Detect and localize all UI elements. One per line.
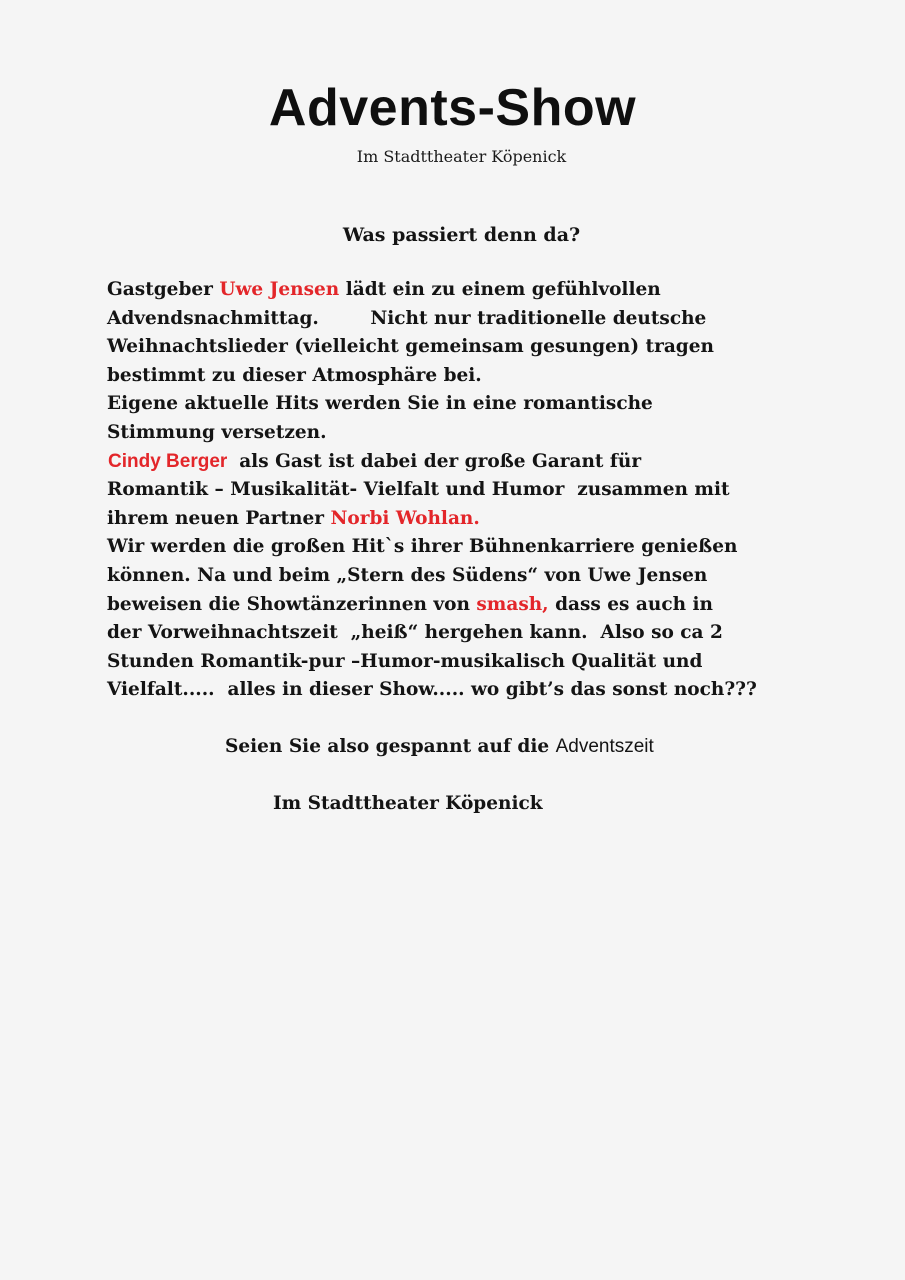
body-line: Wir werden die großen Hit`s ihrer Bühnenkarriere genießen bbox=[107, 536, 738, 558]
host-name: Uwe Jensen bbox=[219, 279, 340, 300]
body-line: Stimmung versetzen. bbox=[107, 421, 327, 443]
body-line: Advendsnachmittag. Nicht nur traditionelle deutsche bbox=[107, 307, 707, 329]
closing-keyword: Adventszeit bbox=[555, 736, 654, 757]
dance-group-name: smash, bbox=[476, 593, 549, 615]
body-line: bestimmt zu dieser Atmosphäre bei. bbox=[107, 364, 482, 386]
body-line bbox=[107, 591, 797, 620]
body-line: Romantik – Musikalität- Vielfalt und Humor zusammen mit bbox=[107, 479, 730, 501]
partner-name: Norbi Wohlan. bbox=[330, 507, 480, 529]
body-line: der Vorweihnachtszeit „heiß“ hergehen kann. Also so ca 2 bbox=[107, 622, 723, 644]
body-line bbox=[107, 505, 797, 534]
closing-venue: Im Stadttheater Köpenick bbox=[273, 793, 543, 814]
body-line: Weihnachtslieder (vielleicht gemeinsam gesungen) tragen bbox=[107, 336, 714, 358]
text-run: lädt ein zu einem gefühlvollen bbox=[339, 279, 661, 300]
body-line bbox=[107, 448, 797, 477]
text-run: Seien Sie also gespannt auf die bbox=[225, 736, 556, 757]
document-subtitle: Im Stadttheater Köpenick bbox=[356, 147, 567, 166]
body-line: können. Na und beim „Stern des Südens“ von Uwe Jensen bbox=[107, 564, 708, 586]
text-run: beweisen die Showtänzerinnen von bbox=[107, 593, 477, 615]
text-run: dass es auch in bbox=[548, 593, 713, 615]
closing-line bbox=[225, 733, 654, 761]
document-title: Advents-Show bbox=[268, 79, 637, 137]
body-line bbox=[107, 276, 797, 305]
body-line: Eigene aktuelle Hits werden Sie in eine romantische bbox=[107, 393, 653, 415]
body-paragraph bbox=[107, 276, 797, 705]
body-line: Vielfalt..... alles in dieser Show..... wo gibt’s das sonst noch??? bbox=[107, 679, 757, 701]
text-run: Gastgeber bbox=[107, 279, 220, 300]
guest-name: Cindy Berger bbox=[108, 450, 228, 472]
section-heading: Was passiert denn da? bbox=[342, 224, 581, 246]
text-run: ihrem neuen Partner bbox=[107, 507, 331, 529]
body-line: Stunden Romantik-pur –Humor-musikalisch Qualität und bbox=[107, 650, 703, 672]
text-run: als Gast ist dabei der große Garant für bbox=[226, 450, 642, 472]
